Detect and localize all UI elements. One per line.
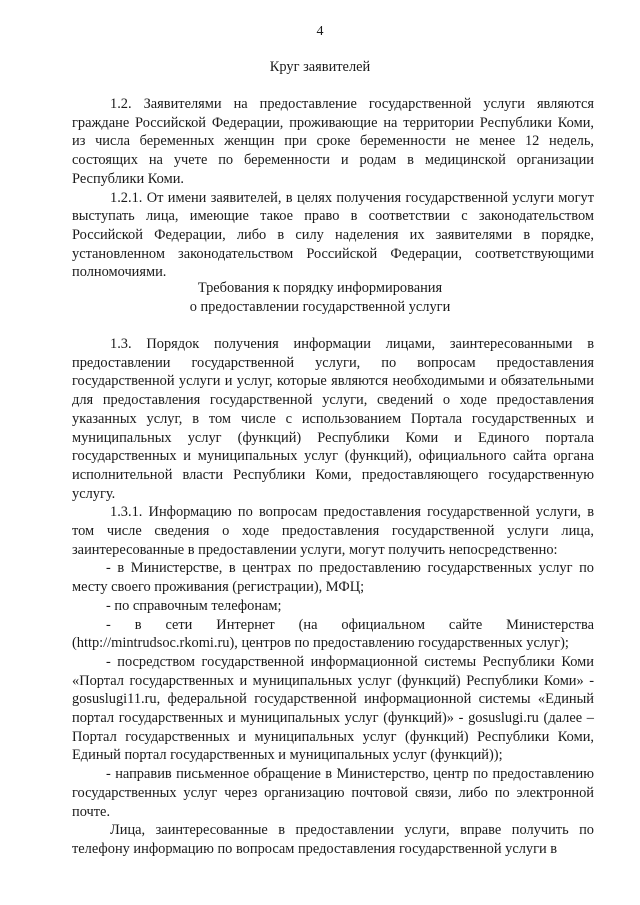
heading-line-2: о предоставлении государственной услуги (189, 298, 451, 315)
paragraph-1-2: 1.2. Заявителями на предоставление государственной услуги являются граждане Российской Федерации, проживающие на территории Республики Коми, из числа беременных женщин при сроке беременности не менее 12 недель, состоящих на учете по беременности и родам в медицинской организации Республики Коми. (72, 96, 594, 187)
list-item: - посредством государственной информационной системы Республики Коми «Портал государственных и муниципальных услуг (функций) Республики Коми» - gosuslugi11.ru, федеральной государственной информационной системы «Единый портал государственных и муниципальных услуг (функций)» - gosuslugi.ru (далее – Портал государственных и муниципальных услуг (функций) Республики Коми, Единый портал государственных и муниципальных услуг (функций)); (72, 653, 594, 764)
heading-line-1: Требования к порядку информирования (197, 280, 443, 296)
list-item: - в Министерстве, в центрах по предоставлению государственных услуг по месту своего проживания (регистрации), МФЦ; (72, 560, 594, 596)
page-number: 4 (316, 24, 324, 39)
list-item: - по справочным телефонам; (106, 597, 282, 614)
section-informing-body (72, 335, 594, 859)
paragraph-1-3: 1.3. Порядок получения информации лицами, заинтересованными в предоставлении государственной услуги, по вопросам предоставления государственной услуги и услуг, которые являются необходимыми и обязательными для предоставления государственной услуги, сведений о ходе предоставления указанных услуг, в том числе с использованием Портала государственных и муниципальных услуг (функций) Республики Коми и Единого портала государственных и муниципальных услуг (функций), официального сайта органа исполнительной власти Республики Коми, предоставляющего государственную услугу. (72, 336, 594, 502)
paragraph-1-3-1: 1.3.1. Информацию по вопросам предоставления государственной услуги, в том числе сведения о ходе предоставления государственной услуги лица, заинтересованные в предоставлении услуги, могут получить непосредственно: (72, 504, 594, 558)
section-heading-applicants: Круг заявителей (269, 59, 371, 75)
list-item: - в сети Интернет (на официальном сайте Министерства (http://mintrudsoc.rkomi.ru), центров по предоставлению государственных услуг); (72, 616, 594, 652)
section-applicants-body (72, 95, 594, 282)
section-heading-informing (0, 279, 640, 316)
list-item: - направив письменное обращение в Министерство, центр по предоставлению государственных услуг через организацию почтовой связи, либо по электронной почте. (72, 766, 594, 820)
paragraph-1-2-1: 1.2.1. От имени заявителей, в целях получения государственной услуги могут выступать лица, имеющие такое право в соответствии с законодательством Российской Федерации, либо в силу наделения их заявителями в порядке, установленном законодательством Российской Федерации, соответствующими полномочиями. (72, 189, 594, 281)
paragraph-phone-info: Лица, заинтересованные в предоставлении услуги, вправе получить по телефону информацию по вопросам предоставления государственной услуги в (72, 822, 594, 857)
